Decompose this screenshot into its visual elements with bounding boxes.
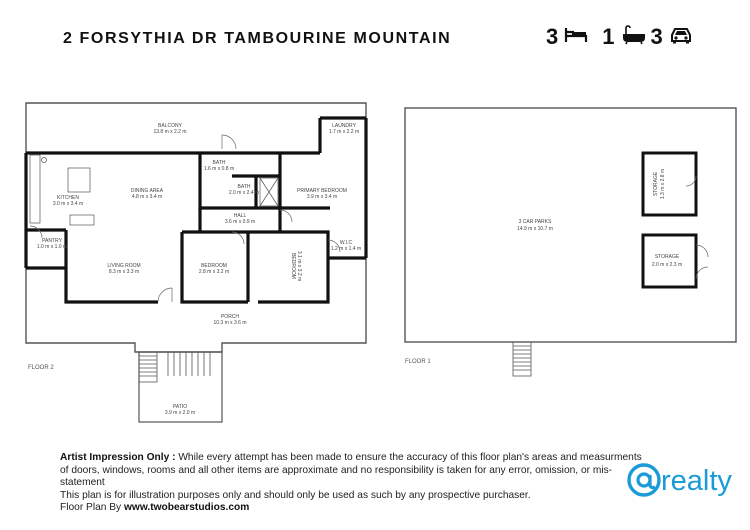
bathroom-count: 1 — [602, 24, 615, 49]
room-name: DINING AREA — [130, 188, 164, 194]
room-name: PATIO — [172, 404, 188, 410]
room-dims: 14.9 m x 10.7 m — [517, 226, 553, 232]
room-dims: 3.6 m x 0.9 m — [224, 219, 256, 225]
room-name: BEDROOM — [201, 263, 227, 269]
house-walls — [26, 118, 366, 302]
property-title: 2 FORSYTHIA DR TAMBOURINE MOUNTAIN — [63, 30, 452, 47]
room-name: HALL — [233, 213, 247, 219]
room-dims: 10.3 m x 3.6 m — [213, 320, 247, 326]
room-name: W.I.C — [339, 240, 353, 246]
room-name: PANTRY — [42, 238, 62, 244]
disclaimer — [60, 452, 650, 515]
room-dims: 3.1 m x 3.2 m — [296, 250, 302, 282]
room-dims: 2.0 m x 2.3 m — [651, 262, 683, 268]
room-name: PRIMARY BEDROOM — [297, 188, 347, 194]
room-dims: 2.0 m x 2.4 m — [228, 190, 260, 196]
room-dims: 13.8 m x 2.2 m — [153, 129, 187, 135]
room-dims: 3.9 m x 3.4 m — [306, 194, 338, 200]
room-name: BATH — [237, 184, 251, 190]
floor-1-plan — [405, 108, 736, 376]
porch-outline — [26, 258, 366, 352]
floor-1-stairs — [513, 342, 531, 376]
room-name: LAUNDRY — [332, 123, 356, 129]
room-name: BATH — [212, 160, 226, 166]
floor-2-plan — [26, 103, 366, 422]
room-name: KITCHEN — [57, 195, 79, 201]
disclaimer-line-2: of doors, windows, rooms and all other items are approximate and no responsibility is taken for any error, omission, or mis-statement — [60, 464, 613, 488]
room-name: LIVING ROOM — [107, 263, 141, 269]
room-dims: 3.0 m x 3.4 m — [52, 201, 84, 207]
floor-plan-credit: Floor Plan By www.twobearstudios.com — [60, 502, 250, 513]
room-name: BEDROOM — [290, 253, 296, 279]
room-dims: 3.9 m x 2.0 m — [164, 410, 196, 416]
room-dims: 1.0 m x 1.0 m — [36, 244, 68, 250]
room-dims: 2.8 m x 3.2 m — [198, 269, 230, 275]
storage-1-outline — [643, 153, 696, 215]
disclaimer-line-1: Artist Impression Only : While every attempt has been made to ensure the accuracy of this floor plan's areas and measurments — [60, 452, 642, 463]
floor-1-label: FLOOR 1 — [405, 359, 431, 365]
storage-2-outline — [643, 235, 696, 287]
balcony-outline — [26, 103, 366, 153]
credit-link[interactable]: www.twobearstudios.com — [123, 502, 250, 513]
patio-stairs — [139, 352, 210, 382]
floor-2-label: FLOOR 2 — [28, 365, 54, 371]
room-dims: 8.3 m x 3.3 m — [108, 269, 140, 275]
bedroom-count: 3 — [546, 24, 559, 49]
car-space-count: 3 — [650, 24, 663, 49]
room-name: STORAGE — [654, 254, 680, 260]
disclaimer-lead: Artist Impression Only : — [60, 452, 176, 463]
room-name: BALCONY — [158, 123, 182, 129]
room-dims: 1.6 m x 0.8 m — [203, 166, 235, 172]
room-dims: 1.2 m x 1.4 m — [330, 246, 362, 252]
room-dims: 1.3 m x 2.8 m — [660, 168, 666, 200]
room-name: PORCH — [220, 314, 240, 320]
room-dims: 1.7 m x 2.2 m — [328, 129, 360, 135]
realty-logo — [624, 453, 750, 507]
room-name: 3 CAR PARKS — [518, 219, 552, 225]
room-dims: 4.8 m x 3.4 m — [131, 194, 163, 200]
disclaimer-line-3: This plan is for illustration purposes only and should only be used as such by any prospective purchaser. — [60, 489, 531, 501]
logo-wordmark: realty — [661, 465, 732, 497]
car-parks-outline — [405, 108, 736, 342]
room-name: STORAGE — [653, 171, 659, 197]
